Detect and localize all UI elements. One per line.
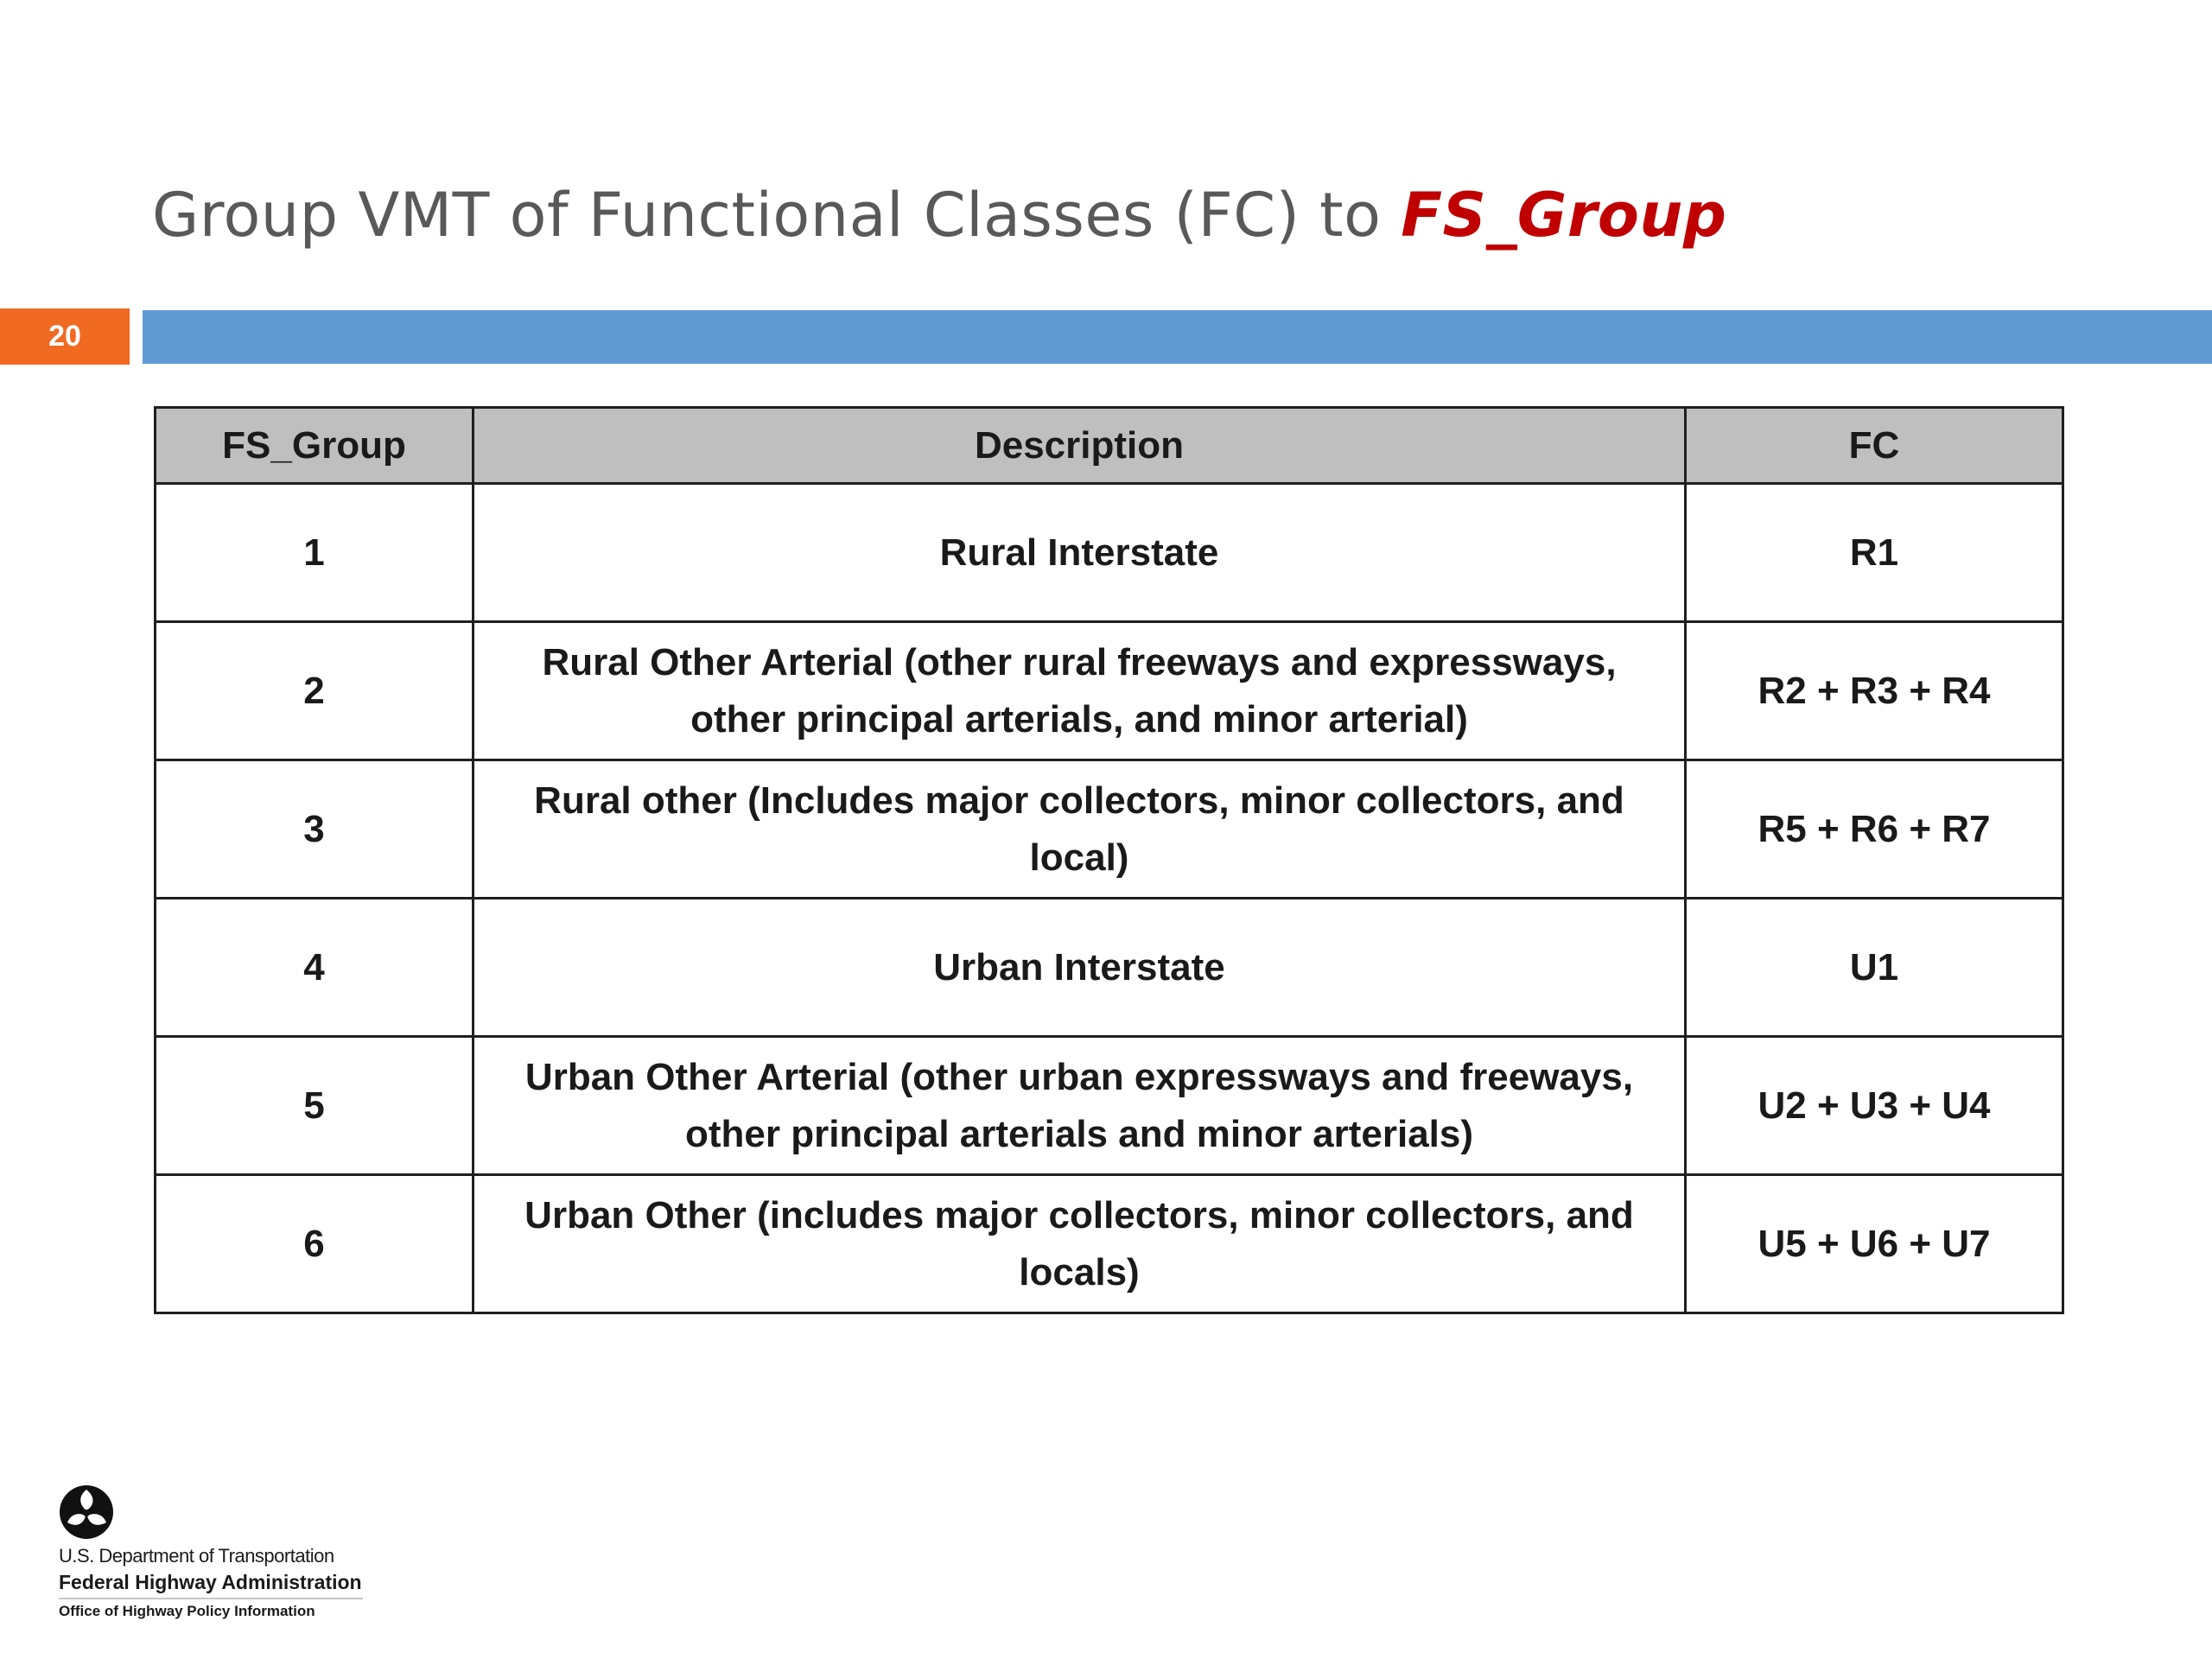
- cell-fs-group: 5: [156, 1037, 474, 1175]
- table-row: [156, 484, 2063, 622]
- table-header-row: [156, 408, 2063, 484]
- cell-description: Rural Interstate: [474, 484, 1686, 622]
- slide-number: 20: [0, 308, 130, 365]
- cell-fs-group: 2: [156, 622, 474, 760]
- administration-name: Federal Highway Administration: [59, 1571, 363, 1599]
- cell-fs-group: 1: [156, 484, 474, 622]
- dot-triskelion-icon: [59, 1484, 114, 1540]
- office-name: Office of Highway Policy Information: [59, 1603, 315, 1619]
- header-fc: FC: [1686, 408, 2063, 484]
- slide-title: [152, 180, 1726, 251]
- cell-fc: U5 + U6 + U7: [1686, 1175, 2063, 1313]
- title-divider-bar: [143, 310, 2212, 364]
- cell-description: Rural other (Includes major collectors, minor collectors, and local): [474, 760, 1686, 899]
- cell-description: Rural Other Arterial (other rural freeways and expressways, other principal arterials, and minor arterial): [474, 622, 1686, 760]
- header-fs-group: FS_Group: [156, 408, 474, 484]
- cell-fs-group: 3: [156, 760, 474, 899]
- table-row: [156, 899, 2063, 1037]
- table-row: [156, 1037, 2063, 1175]
- cell-fc: R1: [1686, 484, 2063, 622]
- cell-fc: U2 + U3 + U4: [1686, 1037, 2063, 1175]
- header-description: Description: [474, 408, 1686, 484]
- cell-description: Urban Other Arterial (other urban expressways and freeways, other principal arterials and minor arterials): [474, 1037, 1686, 1175]
- usdot-fhwa-logo: [59, 1484, 404, 1620]
- cell-fc: U1: [1686, 899, 2063, 1037]
- cell-fc: R2 + R3 + R4: [1686, 622, 2063, 760]
- cell-fs-group: 4: [156, 899, 474, 1037]
- table-row: [156, 1175, 2063, 1313]
- slide-title-prefix: Group VMT of Functional Classes (FC) to: [152, 180, 1402, 251]
- table-row: [156, 760, 2063, 899]
- cell-fs-group: 6: [156, 1175, 474, 1313]
- cell-description: Urban Other (includes major collectors, minor collectors, and locals): [474, 1175, 1686, 1313]
- table-row: [156, 622, 2063, 760]
- fs-group-table: [154, 406, 2064, 1314]
- department-name: U.S. Department of Transportation: [59, 1545, 334, 1567]
- slide-title-accent: FS_Group: [1401, 180, 1727, 251]
- cell-description: Urban Interstate: [474, 899, 1686, 1037]
- cell-fc: R5 + R6 + R7: [1686, 760, 2063, 899]
